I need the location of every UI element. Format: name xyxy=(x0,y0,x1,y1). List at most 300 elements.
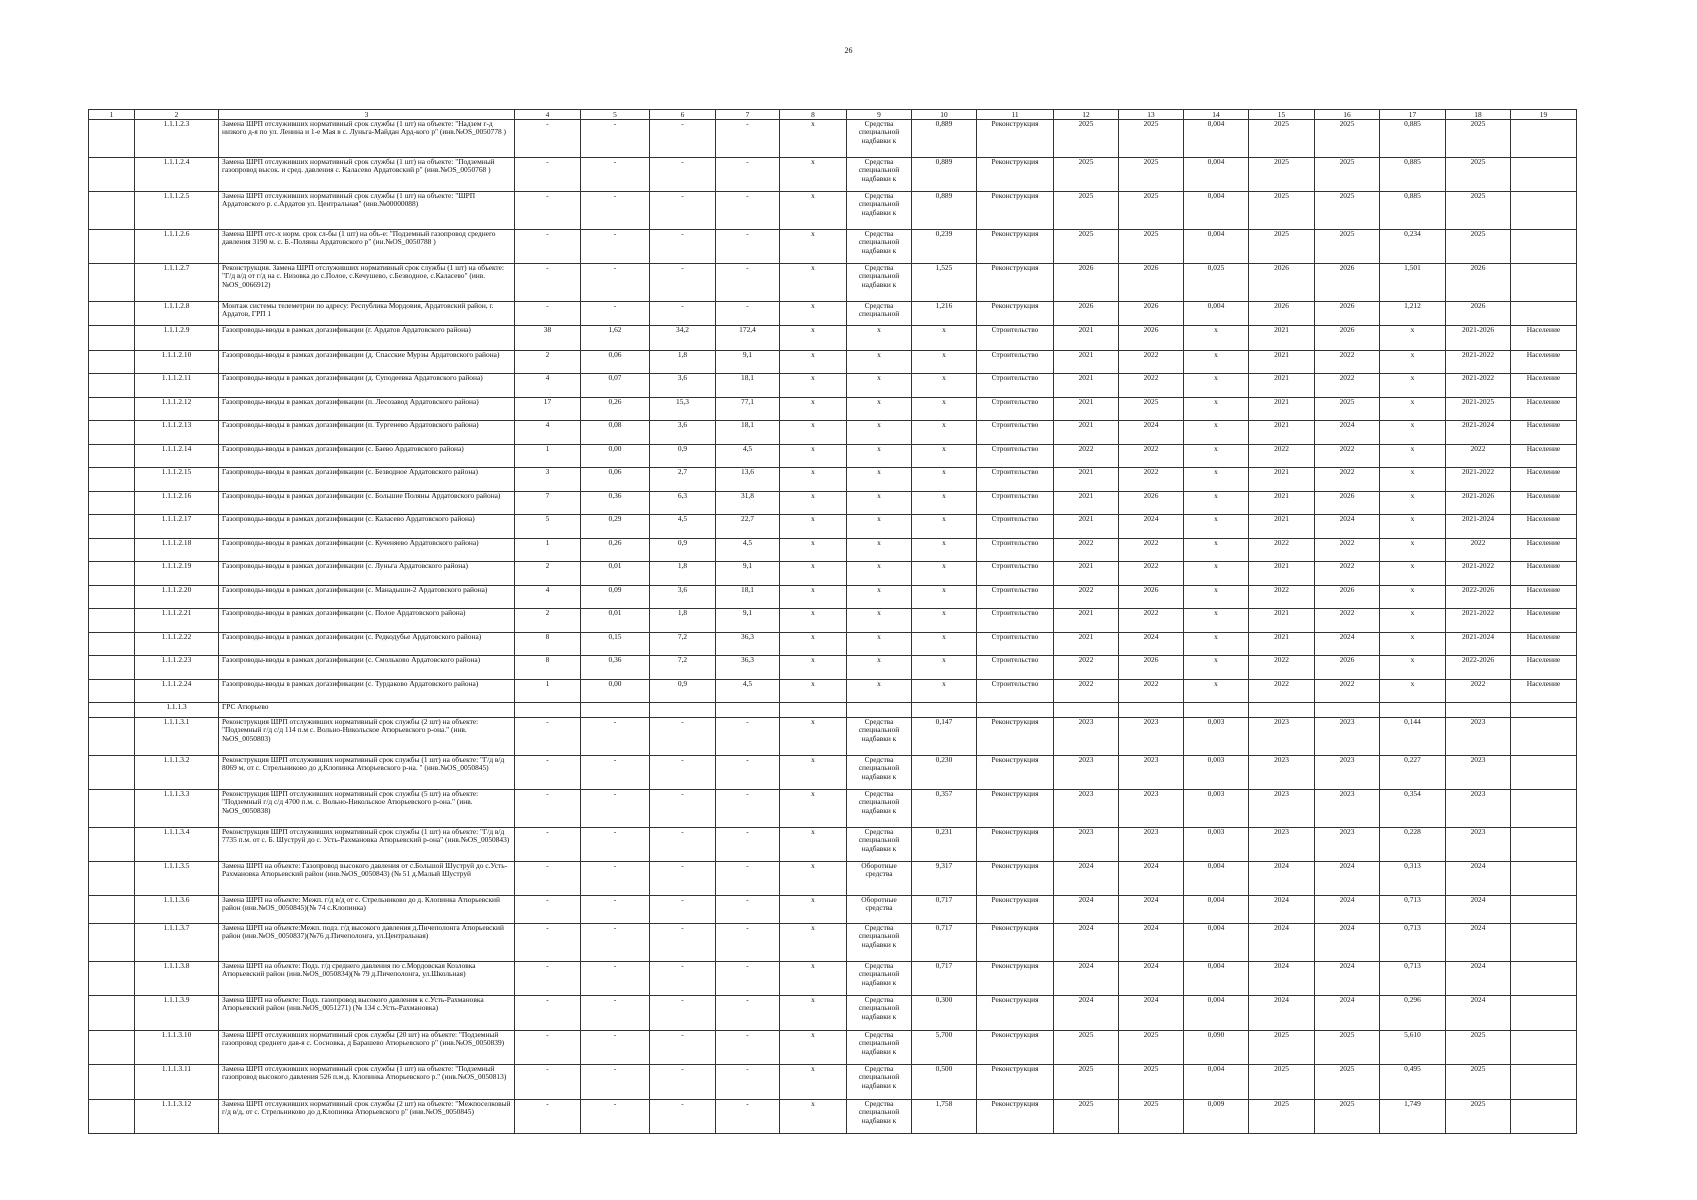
row-code-cell: 1.1.1.2.11 xyxy=(135,374,219,398)
table-cell: - xyxy=(650,828,716,862)
table-cell: 2026 xyxy=(1315,264,1380,302)
table-cell: 2021-2026 xyxy=(1446,326,1511,351)
table-cell: 0,9 xyxy=(650,539,716,562)
table-cell: 2025 xyxy=(1249,230,1315,264)
table-cell: x xyxy=(780,539,847,562)
row-code-cell: 1.1.1.2.23 xyxy=(135,656,219,680)
table-cell xyxy=(1511,158,1577,192)
table-row xyxy=(89,562,1577,586)
row-description-cell: Газопроводы-вводы в рамках догазификации (с. Редкодубье Ардатовского района) xyxy=(219,633,515,656)
table-cell: x xyxy=(780,158,847,192)
table-cell: 2022 xyxy=(1315,562,1380,586)
table-cell: x xyxy=(780,756,847,790)
table-cell: - xyxy=(515,1065,581,1100)
row-code-cell: 1.1.1.2.24 xyxy=(135,680,219,703)
table-cell: x xyxy=(1184,468,1249,492)
table-cell: Население xyxy=(1511,468,1577,492)
table-cell: 0,313 xyxy=(1380,862,1446,896)
row-description-cell: Газопроводы-вводы в рамках догазификации (с. Безводное Ардатовского района) xyxy=(219,468,515,492)
table-cell: 2022 xyxy=(1446,445,1511,468)
table-cell: 0,713 xyxy=(1380,962,1446,996)
table-cell: - xyxy=(515,120,581,158)
table-row xyxy=(89,445,1577,468)
table-cell: 0,01 xyxy=(581,609,650,633)
table-cell: 0,889 xyxy=(912,158,977,192)
table-cell: 0,889 xyxy=(912,192,977,230)
table-cell: 0,090 xyxy=(1184,1031,1249,1065)
table-cell xyxy=(89,609,135,633)
table-cell: 2023 xyxy=(1315,756,1380,790)
table-cell xyxy=(89,703,135,718)
table-cell: - xyxy=(515,896,581,924)
table-cell xyxy=(1511,192,1577,230)
table-row xyxy=(89,586,1577,609)
table-cell xyxy=(89,862,135,896)
table-cell xyxy=(515,703,581,718)
table-cell: Население xyxy=(1511,374,1577,398)
row-description-cell: Газопроводы-вводы в рамках догазификации (с. Баево Ардатовского района) xyxy=(219,445,515,468)
table-cell: 2026 xyxy=(1315,326,1380,351)
table-cell: - xyxy=(716,302,780,326)
table-cell xyxy=(1380,703,1446,718)
table-cell xyxy=(89,230,135,264)
table-cell: x xyxy=(912,656,977,680)
table-cell: 2026 xyxy=(1446,302,1511,326)
page-number: 26 xyxy=(844,46,853,55)
table-cell: 0,004 xyxy=(1184,192,1249,230)
table-cell: x xyxy=(912,633,977,656)
table-cell: 0,36 xyxy=(581,656,650,680)
table-cell: 2025 xyxy=(1446,120,1511,158)
table-cell: 0,003 xyxy=(1184,718,1249,756)
table-cell xyxy=(1511,120,1577,158)
column-number-cell: 12 xyxy=(1054,110,1119,120)
table-cell xyxy=(1446,703,1511,718)
table-cell xyxy=(89,1031,135,1065)
table-cell: Строительство xyxy=(977,398,1054,421)
table-cell: 2021-2022 xyxy=(1446,468,1511,492)
table-cell: 0,239 xyxy=(912,230,977,264)
row-description-cell: Замена ШРП отс-х норм. срок сл-бы (1 шт) на объ-е: "Подземный газопровод среднего давления 3190 м. с. Б.-Поляны Ардатовского р" (ин.№OS_0050788 ) xyxy=(219,230,515,264)
table-cell: 4 xyxy=(515,586,581,609)
table-cell: - xyxy=(716,896,780,924)
table-cell xyxy=(650,703,716,718)
table-cell: 2025 xyxy=(1119,1065,1184,1100)
table-cell: 2025 xyxy=(1446,1100,1511,1134)
table-row xyxy=(89,862,1577,896)
table-cell: 2023 xyxy=(1315,718,1380,756)
table-cell xyxy=(977,703,1054,718)
table-cell: 2022 xyxy=(1119,351,1184,374)
table-cell: x xyxy=(1380,609,1446,633)
table-cell xyxy=(89,302,135,326)
table-cell: 0,08 xyxy=(581,421,650,445)
row-description-cell: Газопроводы-вводы в рамках догазификации (с. Большие Поляны Ардатовского района) xyxy=(219,492,515,515)
column-number-cell: 18 xyxy=(1446,110,1511,120)
row-code-cell: 1.1.1.3.9 xyxy=(135,996,219,1031)
table-cell: 2023 xyxy=(1119,756,1184,790)
table-cell xyxy=(1511,230,1577,264)
column-number-cell: 10 xyxy=(912,110,977,120)
table-cell: 7,2 xyxy=(650,656,716,680)
table-cell: 5 xyxy=(515,515,581,539)
table-cell: x xyxy=(780,468,847,492)
row-code-cell: 1.1.1.3.7 xyxy=(135,924,219,962)
table-row xyxy=(89,374,1577,398)
table-cell: Средства специальной надбавки к xyxy=(847,158,912,192)
table-cell: - xyxy=(716,158,780,192)
table-cell: 2022 xyxy=(1315,445,1380,468)
table-cell: x xyxy=(1184,562,1249,586)
table-cell: 2022 xyxy=(1249,539,1315,562)
table-cell: Строительство xyxy=(977,609,1054,633)
table-cell: 0,15 xyxy=(581,633,650,656)
table-cell: 1,212 xyxy=(1380,302,1446,326)
table-cell: 1,8 xyxy=(650,562,716,586)
table-cell: 7,2 xyxy=(650,633,716,656)
table-cell: x xyxy=(1380,351,1446,374)
table-cell: 2025 xyxy=(1249,158,1315,192)
column-number-cell: 1 xyxy=(89,110,135,120)
table-cell: 0,144 xyxy=(1380,718,1446,756)
table-cell: 2022 xyxy=(1119,609,1184,633)
table-cell: 2023 xyxy=(1315,828,1380,862)
table-cell: 2024 xyxy=(1446,996,1511,1031)
table-cell: 2024 xyxy=(1054,996,1119,1031)
table-cell: 2024 xyxy=(1446,962,1511,996)
table-cell: 1,8 xyxy=(650,351,716,374)
table-cell xyxy=(89,656,135,680)
table-cell: - xyxy=(716,264,780,302)
table-cell xyxy=(89,790,135,828)
table-cell: 36,3 xyxy=(716,633,780,656)
table-row xyxy=(89,609,1577,633)
table-cell: 2022 xyxy=(1054,656,1119,680)
table-cell: 2022 xyxy=(1054,539,1119,562)
table-cell: 13,6 xyxy=(716,468,780,492)
table-cell: 2021 xyxy=(1249,515,1315,539)
table-cell: - xyxy=(581,192,650,230)
table-cell: x xyxy=(1380,562,1446,586)
table-cell: 2021 xyxy=(1054,468,1119,492)
table-cell: x xyxy=(1184,633,1249,656)
row-code-cell: 1.1.1.3.11 xyxy=(135,1065,219,1100)
table-cell: Реконструкция xyxy=(977,230,1054,264)
table-cell: 2025 xyxy=(1315,1100,1380,1134)
table-cell: - xyxy=(581,828,650,862)
table-cell: 0,004 xyxy=(1184,230,1249,264)
table-cell: 2021 xyxy=(1249,492,1315,515)
table-cell: x xyxy=(847,421,912,445)
table-cell: x xyxy=(912,326,977,351)
table-cell: 4 xyxy=(515,374,581,398)
table-cell: - xyxy=(581,230,650,264)
row-description-cell: Газопроводы-вводы в рамках догазификации (д. Спасские Мурзы Ардатовского района) xyxy=(219,351,515,374)
table-cell: x xyxy=(780,896,847,924)
table-cell: 1 xyxy=(515,445,581,468)
table-cell: 2026 xyxy=(1119,302,1184,326)
table-cell: Строительство xyxy=(977,633,1054,656)
table-cell xyxy=(89,756,135,790)
column-number-cell: 5 xyxy=(581,110,650,120)
row-description-cell: Замена ШРП отслуживших нормативный срок службы (1 шт) на объекте: "ШРП Ардатовского р. с.Ардатов ул. Центральная" (инв.№00000088) xyxy=(219,192,515,230)
table-cell: - xyxy=(650,302,716,326)
table-cell: Средства специальной надбавки к xyxy=(847,790,912,828)
row-description-cell: ГРС Атюрьево xyxy=(219,703,515,718)
table-row xyxy=(89,192,1577,230)
table-cell: 8 xyxy=(515,633,581,656)
row-code-cell: 1.1.1.2.4 xyxy=(135,158,219,192)
table-cell: x xyxy=(780,609,847,633)
table-cell: x xyxy=(780,633,847,656)
table-cell: - xyxy=(716,996,780,1031)
table-cell: - xyxy=(515,1100,581,1134)
table-row xyxy=(89,828,1577,862)
table-cell: 2 xyxy=(515,562,581,586)
table-cell: 2026 xyxy=(1054,302,1119,326)
table-cell: x xyxy=(780,718,847,756)
row-code-cell: 1.1.1.2.16 xyxy=(135,492,219,515)
table-cell: 4 xyxy=(515,421,581,445)
column-number-cell: 7 xyxy=(716,110,780,120)
table-cell: 2023 xyxy=(1054,718,1119,756)
table-cell: 2 xyxy=(515,609,581,633)
table-row xyxy=(89,539,1577,562)
table-cell: - xyxy=(581,158,650,192)
table-cell: x xyxy=(912,421,977,445)
table-cell xyxy=(89,374,135,398)
table-cell: Строительство xyxy=(977,326,1054,351)
table-cell: Строительство xyxy=(977,468,1054,492)
table-cell: 0,004 xyxy=(1184,120,1249,158)
column-number-row xyxy=(89,110,1577,120)
table-cell: Реконструкция xyxy=(977,828,1054,862)
table-cell: 2022-2026 xyxy=(1446,656,1511,680)
table-cell: Реконструкция xyxy=(977,862,1054,896)
row-description-cell: Замена ШРП отслуживших нормативный срок службы (20 шт) на объекте: "Подземный газопровод среднего дав-я с. Сосновка, д Барашево Атюрьевского р" (инв.№OS_0050839) xyxy=(219,1031,515,1065)
table-cell: - xyxy=(716,862,780,896)
table-cell: 9,1 xyxy=(716,351,780,374)
table-cell: 2026 xyxy=(1119,656,1184,680)
table-cell: 18,1 xyxy=(716,374,780,398)
table-cell: 2023 xyxy=(1119,718,1184,756)
table-cell: - xyxy=(650,230,716,264)
table-cell: 2026 xyxy=(1315,656,1380,680)
table-cell: Реконструкция xyxy=(977,264,1054,302)
table-cell: 2022 xyxy=(1054,445,1119,468)
table-cell: 2024 xyxy=(1119,515,1184,539)
table-cell: 2021-2022 xyxy=(1446,374,1511,398)
table-cell: 2022 xyxy=(1249,680,1315,703)
table-cell: 77,1 xyxy=(716,398,780,421)
table-cell: 0,26 xyxy=(581,398,650,421)
table-cell: 2022 xyxy=(1315,374,1380,398)
table-cell: 3,6 xyxy=(650,586,716,609)
table-cell xyxy=(581,703,650,718)
table-cell: x xyxy=(1380,326,1446,351)
table-cell: x xyxy=(847,609,912,633)
table-cell: 0,09 xyxy=(581,586,650,609)
table-cell: x xyxy=(912,374,977,398)
table-cell xyxy=(89,586,135,609)
table-cell: x xyxy=(912,515,977,539)
row-description-cell: Монтаж системы телеметрии по адресу: Республика Мордовия, Ардатовский район, г. Ардатов, ГРП 1 xyxy=(219,302,515,326)
table-cell: 1,749 xyxy=(1380,1100,1446,1134)
table-cell: x xyxy=(780,790,847,828)
table-cell: Средства специальной надбавки к xyxy=(847,924,912,962)
table-cell: 2024 xyxy=(1315,996,1380,1031)
table-cell: Население xyxy=(1511,539,1577,562)
table-cell: 6,3 xyxy=(650,492,716,515)
table-cell: 2025 xyxy=(1054,120,1119,158)
table-cell: 2021-2022 xyxy=(1446,562,1511,586)
table-cell xyxy=(1511,996,1577,1031)
row-description-cell: Газопроводы-вводы в рамках догазификации (с. Каласево Ардатовского района) xyxy=(219,515,515,539)
table-cell xyxy=(1511,703,1577,718)
table-cell: - xyxy=(515,158,581,192)
table-cell: 2024 xyxy=(1119,862,1184,896)
table-cell: 2025 xyxy=(1119,1100,1184,1134)
table-cell: 2024 xyxy=(1446,924,1511,962)
table-cell: 0,06 xyxy=(581,351,650,374)
table-cell: 2025 xyxy=(1315,1065,1380,1100)
table-cell: 2024 xyxy=(1315,924,1380,962)
table-cell: 2025 xyxy=(1249,120,1315,158)
table-cell xyxy=(89,1100,135,1134)
table-cell xyxy=(716,703,780,718)
table-cell: 2,7 xyxy=(650,468,716,492)
table-cell: - xyxy=(581,996,650,1031)
table-cell: 2025 xyxy=(1315,192,1380,230)
table-cell: 2022 xyxy=(1446,680,1511,703)
column-number-cell: 9 xyxy=(847,110,912,120)
table-cell: 2024 xyxy=(1315,421,1380,445)
table-cell: - xyxy=(581,120,650,158)
table-cell: Средства специальной надбавки к xyxy=(847,230,912,264)
table-cell: 36,3 xyxy=(716,656,780,680)
table-cell: 1 xyxy=(515,539,581,562)
table-cell: - xyxy=(716,790,780,828)
table-cell: x xyxy=(780,326,847,351)
table-cell: x xyxy=(847,398,912,421)
table-cell: x xyxy=(780,862,847,896)
row-code-cell: 1.1.1.2.17 xyxy=(135,515,219,539)
table-cell: - xyxy=(716,962,780,996)
table-cell: - xyxy=(650,1100,716,1134)
table-cell: 2022 xyxy=(1119,680,1184,703)
table-cell: Население xyxy=(1511,586,1577,609)
table-cell: 2025 xyxy=(1119,192,1184,230)
table-cell: 3 xyxy=(515,468,581,492)
table-cell: 2021 xyxy=(1249,609,1315,633)
table-cell: 2021-2024 xyxy=(1446,633,1511,656)
table-cell: Средства специальной надбавки к xyxy=(847,996,912,1031)
table-cell: 2024 xyxy=(1054,896,1119,924)
table-cell: 2024 xyxy=(1249,896,1315,924)
table-cell: 3,6 xyxy=(650,374,716,398)
table-cell: 2026 xyxy=(1315,586,1380,609)
table-cell: 2025 xyxy=(1249,1100,1315,1134)
table-cell: 2024 xyxy=(1249,996,1315,1031)
table-cell: 4,5 xyxy=(716,680,780,703)
table-cell: Строительство xyxy=(977,562,1054,586)
table-cell: 1,62 xyxy=(581,326,650,351)
table-cell: Средства специальной надбавки к xyxy=(847,962,912,996)
table-row xyxy=(89,680,1577,703)
table-cell: Строительство xyxy=(977,680,1054,703)
table-cell: 18,1 xyxy=(716,586,780,609)
row-code-cell: 1.1.1.2.12 xyxy=(135,398,219,421)
table-cell: 2021 xyxy=(1249,351,1315,374)
table-cell: 2021-2024 xyxy=(1446,421,1511,445)
table-cell xyxy=(89,962,135,996)
table-cell: 9,317 xyxy=(912,862,977,896)
table-cell: Население xyxy=(1511,680,1577,703)
table-cell: x xyxy=(912,609,977,633)
row-description-cell: Замена ШРП отслуживших нормативный срок службы (1 шт) на объекте: "Подземный газопровод высок. и сред. давления с. Каласево Ардатовский р" (инв.№OS_0050768 ) xyxy=(219,158,515,192)
table-cell: 2025 xyxy=(1446,1031,1511,1065)
table-cell: 2025 xyxy=(1054,192,1119,230)
column-number-cell: 14 xyxy=(1184,110,1249,120)
table-cell: Реконструкция xyxy=(977,120,1054,158)
table-cell: 1,758 xyxy=(912,1100,977,1134)
table-cell: 2022 xyxy=(1249,656,1315,680)
table-cell: - xyxy=(581,264,650,302)
table-cell: Население xyxy=(1511,562,1577,586)
table-cell: 2026 xyxy=(1119,586,1184,609)
table-cell: - xyxy=(716,1100,780,1134)
table-cell: - xyxy=(515,962,581,996)
table-cell xyxy=(1054,703,1119,718)
table-cell: - xyxy=(650,862,716,896)
table-cell: x xyxy=(847,586,912,609)
table-row xyxy=(89,421,1577,445)
table-cell: - xyxy=(581,896,650,924)
table-cell: - xyxy=(650,192,716,230)
table-row xyxy=(89,264,1577,302)
row-description-cell: Замена ШРП на объекте: Подз. г/д среднего давления по с.Мордовская Козловка Атюрьевский район (инв.№OS_0050834)(№ 79 д.Пичеполонга, ул.Школьная) xyxy=(219,962,515,996)
row-description-cell: Газопроводы-вводы в рамках догазификации (д. Суподеевка Ардатовского района) xyxy=(219,374,515,398)
table-cell: x xyxy=(1184,421,1249,445)
table-cell: x xyxy=(780,192,847,230)
table-cell: - xyxy=(581,718,650,756)
table-cell xyxy=(89,996,135,1031)
table-cell: x xyxy=(1380,468,1446,492)
table-cell: Реконструкция xyxy=(977,158,1054,192)
column-number-cell: 19 xyxy=(1511,110,1577,120)
table-cell: x xyxy=(847,374,912,398)
table-cell xyxy=(912,703,977,718)
table-cell: Строительство xyxy=(977,351,1054,374)
table-cell: 9,1 xyxy=(716,562,780,586)
table-cell: x xyxy=(912,562,977,586)
table-cell: x xyxy=(847,492,912,515)
table-cell: 2021 xyxy=(1054,562,1119,586)
table-cell: 2025 xyxy=(1315,398,1380,421)
table-cell: x xyxy=(780,302,847,326)
table-cell: x xyxy=(847,656,912,680)
table-cell: - xyxy=(650,756,716,790)
table-cell: 31,8 xyxy=(716,492,780,515)
table-cell xyxy=(89,1065,135,1100)
table-cell: 0,004 xyxy=(1184,996,1249,1031)
table-cell: Население xyxy=(1511,326,1577,351)
row-code-cell: 1.1.1.2.5 xyxy=(135,192,219,230)
table-cell: 0,9 xyxy=(650,445,716,468)
table-cell: 2021 xyxy=(1054,492,1119,515)
table-cell: 18,1 xyxy=(716,421,780,445)
column-number-cell: 2 xyxy=(135,110,219,120)
